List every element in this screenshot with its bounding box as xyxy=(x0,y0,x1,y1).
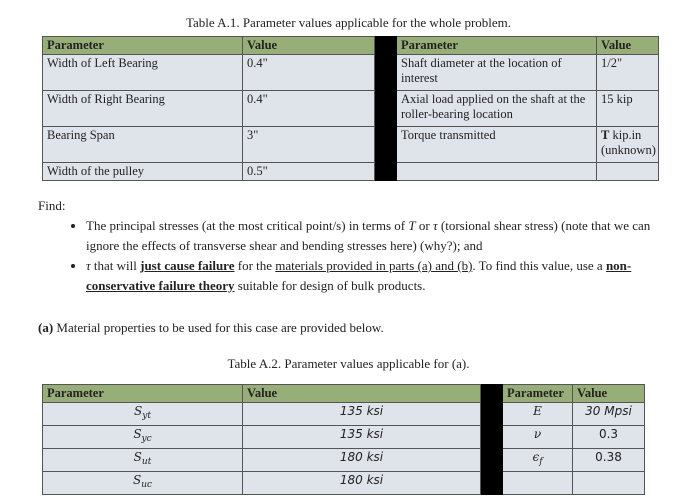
table1-header-parameter-2: Parameter xyxy=(397,37,597,55)
table2-header-value-2: Value xyxy=(573,385,645,403)
table-row xyxy=(43,163,659,181)
table2-cell-param-2 xyxy=(503,472,573,495)
table2-cell-param-2 xyxy=(503,403,573,426)
symbol: E xyxy=(533,404,542,418)
find-text: . To find this value, use a xyxy=(472,258,606,273)
torque-symbol: T xyxy=(408,218,416,233)
symbol: S xyxy=(133,450,142,464)
table1-separator xyxy=(375,55,397,91)
underlined-text: materials provided in parts (a) and (b) xyxy=(275,258,473,273)
table2-separator xyxy=(481,472,503,495)
table2-separator xyxy=(481,403,503,426)
table1-separator xyxy=(375,37,397,55)
table1-cell-param-2 xyxy=(397,163,597,181)
symbol: S xyxy=(132,473,142,487)
table2-cell-value: 180 ksi xyxy=(243,472,481,495)
table2-cell-value-2: 0.38 xyxy=(573,449,645,472)
table2-separator xyxy=(481,426,503,449)
find-text: (torsional shear stress) (note that we can ignore the effects of transverse shear and bending stresses here) (why?); and xyxy=(86,218,651,253)
table2-header-value: Value xyxy=(243,385,481,403)
table2-cell-param xyxy=(43,472,243,495)
symbol: ν xyxy=(533,427,542,441)
table1-cell-value: 0.4" xyxy=(243,91,375,127)
part-a-label: (a) xyxy=(38,320,54,335)
list-item xyxy=(86,256,678,296)
find-text: The principal stresses (at the most critical point/s) in terms of xyxy=(86,218,409,233)
find-text: or xyxy=(415,218,433,233)
table2-separator xyxy=(481,449,503,472)
table1-cell-param: Bearing Span xyxy=(43,127,243,163)
table-row xyxy=(43,127,659,163)
table2-cell-param-2 xyxy=(503,449,573,472)
table1-cell-param: Width of Left Bearing xyxy=(43,55,243,91)
tau-symbol: τ xyxy=(86,258,91,273)
table2-caption: Table A.2. Parameter values applicable for (a). xyxy=(227,356,470,371)
table-row xyxy=(43,449,645,472)
find-text: for the xyxy=(234,258,276,273)
table1-separator xyxy=(375,91,397,127)
symbol: S xyxy=(134,404,143,418)
table-row xyxy=(43,403,645,426)
symbol-subscript: uc xyxy=(141,480,153,490)
table1-header-value: Value xyxy=(243,37,375,55)
table2-cell-value-2: 30 Mpsi xyxy=(573,403,645,426)
table1-header-parameter: Parameter xyxy=(43,37,243,55)
table2-cell-value-2 xyxy=(573,472,645,495)
table1-header-row xyxy=(43,37,659,55)
part-a-text: Material properties to be used for this case are provided below. xyxy=(53,320,384,335)
table1-cell-value: 3" xyxy=(243,127,375,163)
find-list xyxy=(60,216,678,296)
table2-cell-param-2 xyxy=(503,426,573,449)
table2-cell-value: 135 ksi xyxy=(243,426,481,449)
table2-cell-param xyxy=(43,426,243,449)
table1-cell-param-2: Axial load applied on the shaft at the roller-bearing location xyxy=(397,91,597,127)
table1-cell-param-2: Shaft diameter at the location of interest xyxy=(397,55,597,91)
table1-header-value-2: Value xyxy=(597,37,659,55)
list-item xyxy=(86,216,678,256)
table1-cell-value: 0.5" xyxy=(243,163,375,181)
symbol-subscript: f xyxy=(539,457,543,467)
table2-header-row xyxy=(43,385,645,403)
table-row xyxy=(43,472,645,495)
find-text: that will xyxy=(90,258,141,273)
table1-caption: Table A.1. Parameter values applicable for the whole problem. xyxy=(185,15,512,30)
tau-symbol: τ xyxy=(432,218,438,233)
table1-cell-param: Width of the pulley xyxy=(43,163,243,181)
emphasis-text: just cause failure xyxy=(140,258,235,273)
table1-cell-param-2: Torque transmitted xyxy=(397,127,597,163)
parameters-table-1 xyxy=(42,36,659,181)
table1-cell-value-2 xyxy=(597,127,659,163)
part-a-intro xyxy=(38,320,384,336)
torque-symbol: T xyxy=(601,128,610,142)
table2-cell-value-2: 0.3 xyxy=(573,426,645,449)
table1-cell-value-2 xyxy=(597,163,659,181)
table2-cell-value: 180 ksi xyxy=(243,449,481,472)
table1-cell-param: Width of Right Bearing xyxy=(43,91,243,127)
table1-cell-value-2: 1/2" xyxy=(597,55,659,91)
table1-cell-value: 0.4" xyxy=(243,55,375,91)
material-properties-table xyxy=(42,384,645,495)
table-row xyxy=(43,91,659,127)
table-row xyxy=(43,426,645,449)
find-label: Find: xyxy=(38,198,66,213)
torque-unit: kip.in (unknown) xyxy=(601,128,656,157)
table1-separator xyxy=(375,127,397,163)
symbol-subscript: ut xyxy=(141,457,152,467)
table-row xyxy=(43,55,659,91)
table2-cell-value: 135 ksi xyxy=(243,403,481,426)
symbol: ϵ xyxy=(532,450,540,464)
table1-cell-value-2: 15 kip xyxy=(597,91,659,127)
emphasis-text: non-conservative failure theory xyxy=(86,258,632,293)
find-text: suitable for design of bulk products. xyxy=(234,278,426,293)
table2-cell-param xyxy=(43,449,243,472)
table2-header-parameter: Parameter xyxy=(43,385,243,403)
symbol: S xyxy=(133,427,142,441)
table1-separator xyxy=(375,163,397,181)
symbol-subscript: yt xyxy=(142,411,151,421)
table2-separator xyxy=(481,385,503,403)
symbol-subscript: yc xyxy=(141,434,152,444)
table2-header-parameter-2: Parameter xyxy=(503,385,573,403)
table2-cell-param xyxy=(43,403,243,426)
